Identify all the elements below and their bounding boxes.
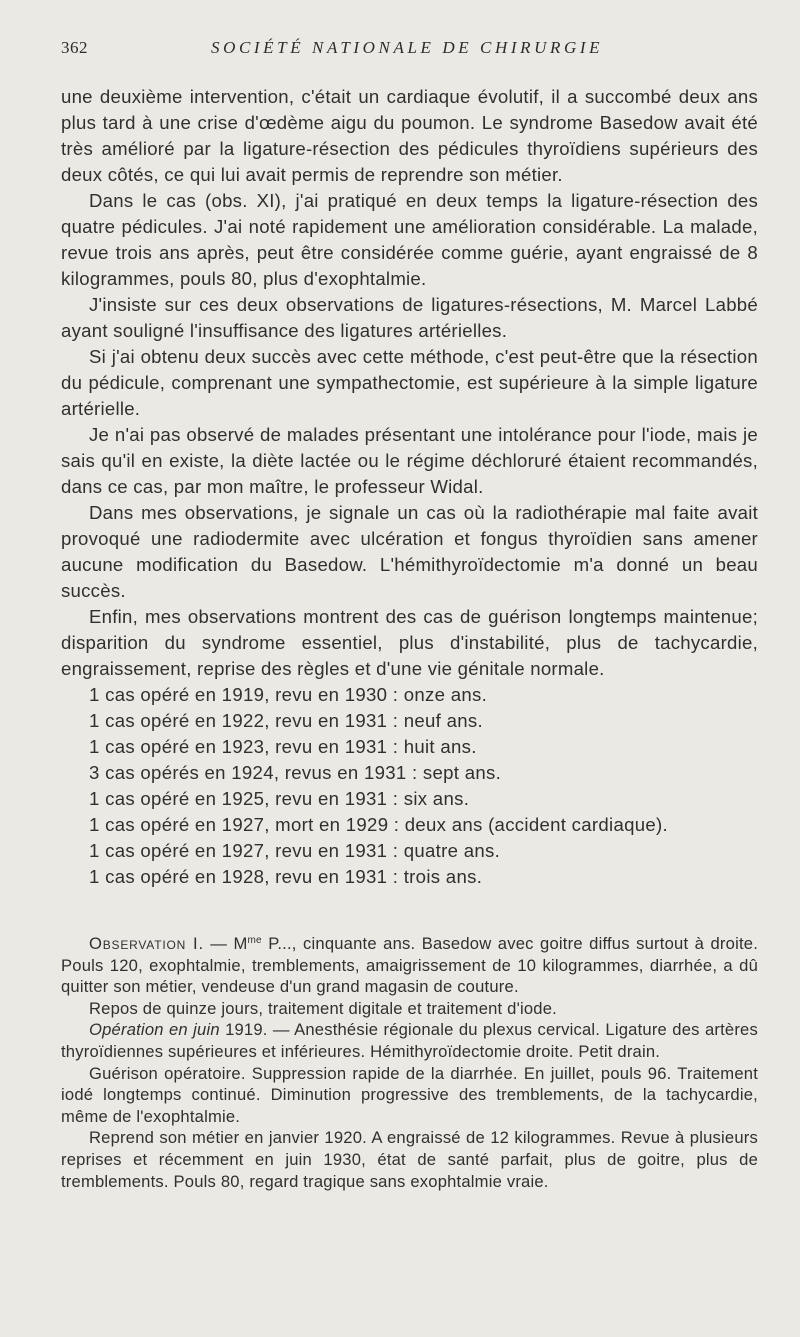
- follow-up-item: 1 cas opéré en 1928, revu en 1931 : trois ans.: [89, 866, 483, 887]
- follow-up-item: 1 cas opéré en 1927, mort en 1929 : deux ans (accident cardiaque).: [89, 814, 669, 835]
- follow-up-item: 1 cas opéré en 1927, revu en 1931 : quatre ans.: [89, 840, 501, 861]
- paragraph: Dans mes observations, je signale un cas où la radiothérapie mal faite avait provoqué une radiodermite avec ulcération et fongus thyroïdien sans amener aucune modification du Basedow. L'hémithyroïdectomie m'a donné un beau succès.: [61, 502, 758, 601]
- patient-title: M: [233, 934, 248, 953]
- page-header: [61, 38, 761, 62]
- observation-operation: [61, 1019, 758, 1062]
- paragraph: Enfin, mes observations montrent des cas de guérison longtemps maintenue; disparition du syndrome essentiel, plus d'instabilité, plus de tachycardie, engraissement, reprise des règles et d'une vie génitale normale.: [61, 606, 758, 679]
- operation-label: Opération en juin: [89, 1020, 220, 1040]
- follow-up-item: 3 cas opérés en 1924, revus en 1931 : sept ans.: [89, 762, 502, 783]
- running-head: SOCIÉTÉ NATIONALE DE CHIRURGIE: [211, 38, 604, 57]
- observation-dash: —: [203, 934, 234, 953]
- observation-recovery: Guérison opératoire. Suppression rapide de la diarrhée. En juillet, pouls 96. Traitement iodé longtemps continué. Diminution progressive des tremblements, de la tachycardie, même de l'exophtalmie.: [61, 1063, 758, 1126]
- observation-heading: Observation I.: [89, 934, 204, 953]
- operation-text: 1919. — Anesthésie régionale du plexus cervical. Ligature des artères thyroïdiennes supérieures et inférieures. Hémithyroïdectomie droite. Petit drain.: [61, 1020, 758, 1061]
- paragraph: Si j'ai obtenu deux succès avec cette méthode, c'est peut-être que la résection du pédicule, comprenant une sympathectomie, est supérieure à la simple ligature artérielle.: [61, 346, 758, 419]
- follow-up-item: 1 cas opéré en 1922, revu en 1931 : neuf ans.: [89, 710, 483, 731]
- follow-up-list: [61, 682, 758, 890]
- paragraph: Dans le cas (obs. XI), j'ai pratiqué en deux temps la ligature-résection des quatre pédicules. J'ai noté rapidement une amélioration considérable. La malade, revue trois ans après, peut être considérée comme guérie, ayant engraissé de 8 kilogrammes, pouls 80, plus d'exophtalmie.: [61, 190, 758, 289]
- paragraph: une deuxième intervention, c'était un cardiaque évolutif, il a succombé deux ans plus tard à une crise d'œdème aigu du poumon. Le syndrome Basedow avait été très amélioré par la ligature-résection des pédicules thyroïdiens supérieurs des deux côtés, ce qui lui avait permis de reprendre son métier.: [61, 86, 758, 185]
- page-number: 362: [61, 38, 88, 57]
- paragraph: Je n'ai pas observé de malades présentant une intolérance pour l'iode, mais je sais qu'il en existe, la diète lactée ou le régime déchloruré étaient recommandés, dans ce cas, par mon maître, le professeur Widal.: [61, 424, 758, 497]
- follow-up-item: 1 cas opéré en 1923, revu en 1931 : huit ans.: [89, 736, 477, 757]
- observation-intro: [61, 930, 758, 998]
- observation-rest: Repos de quinze jours, traitement digitale et traitement d'iode.: [89, 998, 557, 1018]
- follow-up-item: 1 cas opéré en 1925, revu en 1931 : six ans.: [89, 788, 470, 809]
- patient-title-superscript: me: [247, 935, 262, 946]
- paragraph: J'insiste sur ces deux observations de ligatures-résections, M. Marcel Labbé ayant souligné l'insuffisance des ligatures artérielles.: [61, 294, 758, 341]
- observation-section: [61, 930, 758, 1192]
- main-text: [61, 84, 758, 890]
- follow-up-item: 1 cas opéré en 1919, revu en 1930 : onze ans.: [89, 684, 488, 705]
- observation-intro-text: P..., cinquante ans. Basedow avec goitre diffus surtout à droite. Pouls 120, exophtalmie, tremblements, amaigrissement de 10 kilogrammes, diarrhée, a dû quitter son métier, vendeuse d'un grand magasin de couture.: [61, 934, 759, 997]
- observation-outcome: Reprend son métier en janvier 1920. A engraissé de 12 kilogrammes. Revue à plusieurs reprises et récemment en juin 1930, état de santé parfait, plus de goitre, plus de tremblements. Pouls 80, regard tragique sans exophtalmie vraie.: [61, 1128, 758, 1191]
